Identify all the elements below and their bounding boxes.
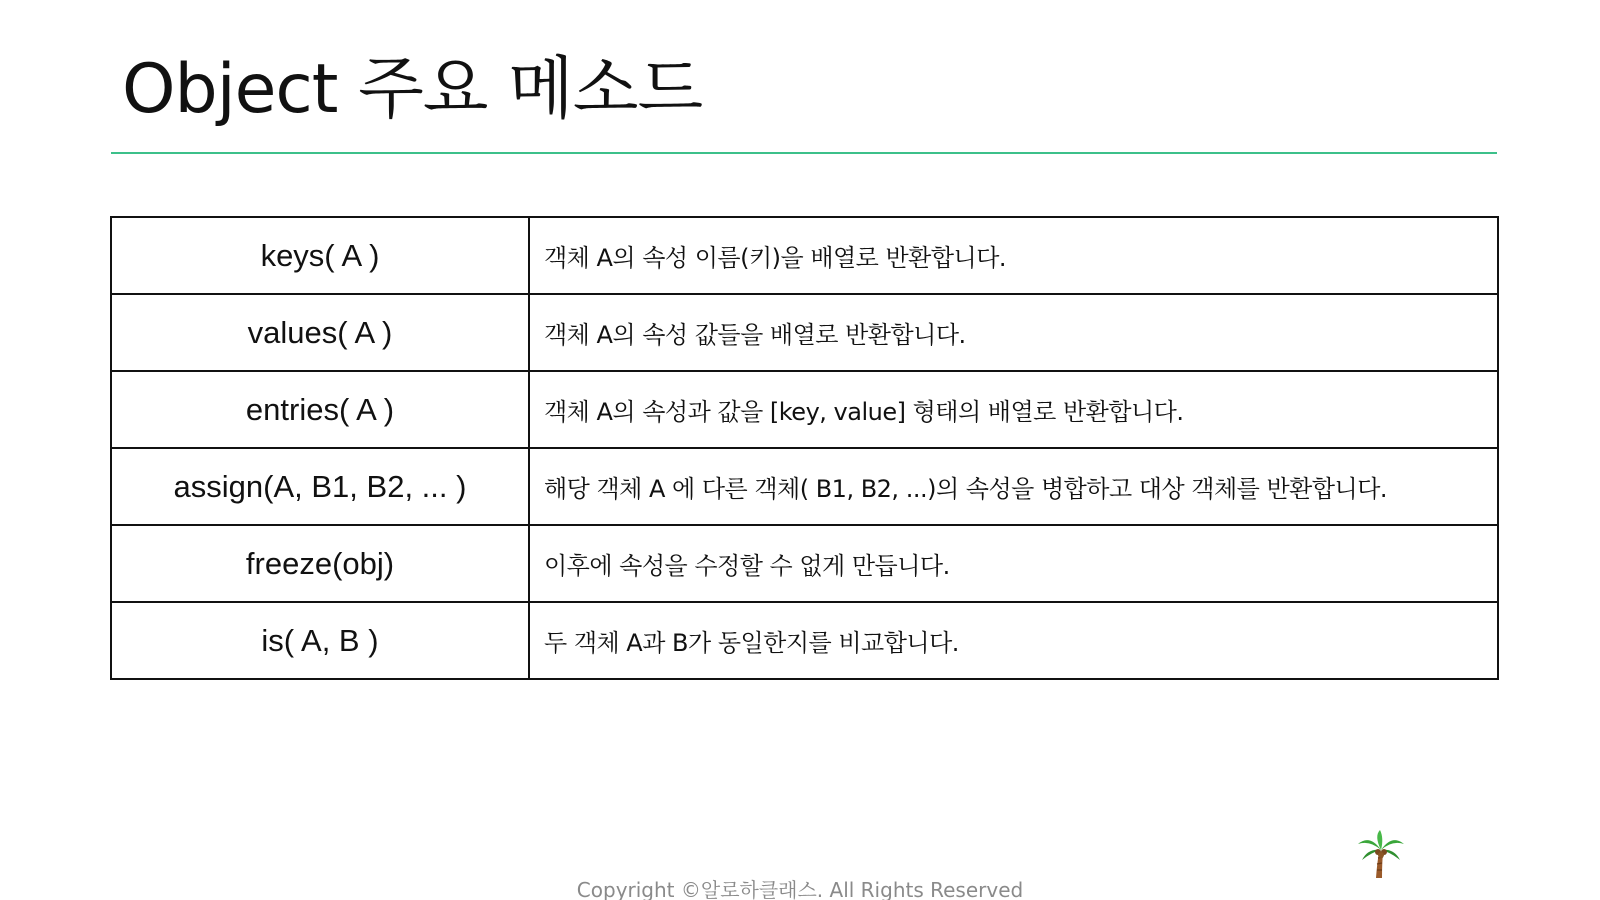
- method-cell: freeze(obj): [111, 525, 529, 602]
- method-cell: is( A, B ): [111, 602, 529, 679]
- description-cell: 두 객체 A과 B가 동일한지를 비교합니다.: [529, 602, 1498, 679]
- method-cell: assign(A, B1, B2, ... ): [111, 448, 529, 525]
- palm-tree-icon: [1356, 830, 1406, 880]
- method-cell: entries( A ): [111, 371, 529, 448]
- description-cell: 객체 A의 속성 이름(키)을 배열로 반환합니다.: [529, 217, 1498, 294]
- description-cell: 객체 A의 속성과 값을 [key, value] 형태의 배열로 반환합니다.: [529, 371, 1498, 448]
- table-row: [111, 217, 1498, 294]
- table-row: [111, 602, 1498, 679]
- description-cell: 이후에 속성을 수정할 수 없게 만듭니다.: [529, 525, 1498, 602]
- method-cell: values( A ): [111, 294, 529, 371]
- table-row: [111, 371, 1498, 448]
- copyright-footer: Copyright ©알로하클래스. All Rights Reserved: [576, 878, 1024, 900]
- table-row: [111, 525, 1498, 602]
- description-cell: 객체 A의 속성 값들을 배열로 반환합니다.: [529, 294, 1498, 371]
- title-divider: [111, 152, 1497, 154]
- table-row: [111, 448, 1498, 525]
- methods-table: [110, 216, 1499, 680]
- table-row: [111, 294, 1498, 371]
- slide-title: Object 주요 메소드: [122, 50, 703, 129]
- description-cell: 해당 객체 A 에 다른 객체( B1, B2, ...)의 속성을 병합하고 대상 객체를 반환합니다.: [529, 448, 1498, 525]
- method-cell: keys( A ): [111, 217, 529, 294]
